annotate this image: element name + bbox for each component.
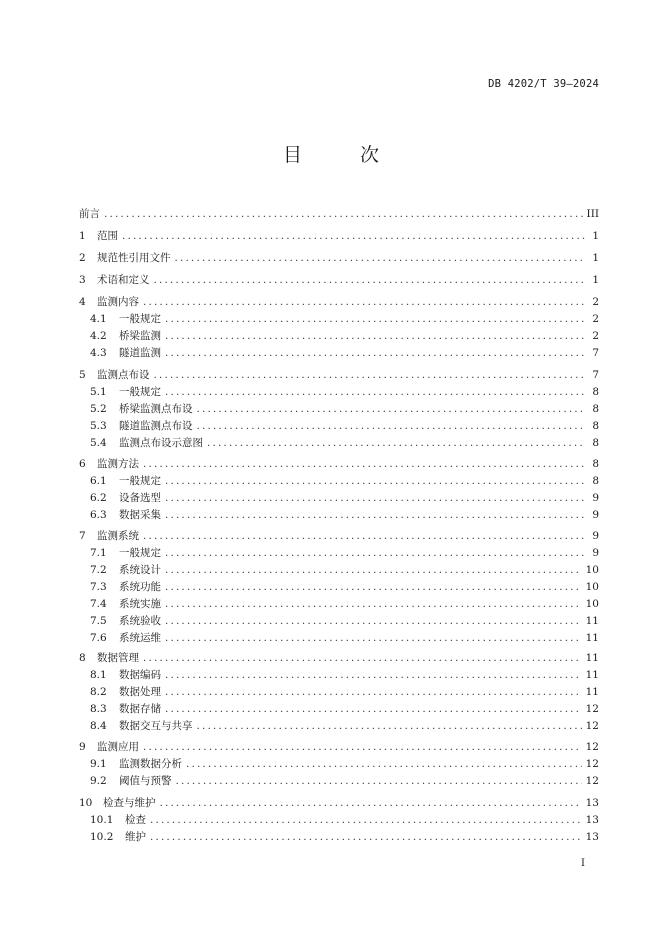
toc-entry-page: 12 xyxy=(585,703,599,715)
toc-entry-page: 8 xyxy=(592,386,599,398)
toc-entry-page: 10 xyxy=(585,598,599,610)
toc-entry-page: 13 xyxy=(585,831,599,843)
toc-entry-label: 系统功能 xyxy=(119,581,161,593)
toc-leader-dots xyxy=(165,581,582,593)
toc-leader-dots xyxy=(165,475,585,487)
toc-entry[interactable] xyxy=(79,797,599,809)
toc-entry-number: 5.1 xyxy=(90,386,107,398)
toc-entry-page: 1 xyxy=(592,230,599,242)
toc-entry-number: 9 xyxy=(79,741,86,753)
document-code: DB 4202/T 39—2024 xyxy=(488,78,599,90)
toc-entry-number: 8 xyxy=(79,652,86,664)
toc-entry-label: 监测数据分析 xyxy=(119,758,182,770)
toc-entry-page: 7 xyxy=(592,347,599,359)
toc-entry-number: 1 xyxy=(79,230,86,242)
toc-entry[interactable] xyxy=(79,530,599,542)
toc-entry-number: 5.3 xyxy=(90,420,107,432)
toc-entry-number: 6 xyxy=(79,458,86,470)
page-number: I xyxy=(581,858,585,869)
toc-entry-page: 8 xyxy=(592,420,599,432)
toc-entry-page: 12 xyxy=(585,720,599,732)
toc-entry[interactable] xyxy=(79,208,599,220)
toc-entry-page: 7 xyxy=(592,369,599,381)
toc-entry-number: 6.3 xyxy=(90,509,107,521)
toc-entry-number: 4 xyxy=(79,296,86,308)
toc-entry[interactable] xyxy=(79,547,599,559)
toc-entry-page: 9 xyxy=(592,492,599,504)
toc-entry-page: 10 xyxy=(585,581,599,593)
toc-entry-page: 8 xyxy=(592,475,599,487)
toc-leader-dots xyxy=(165,598,582,610)
toc-entry[interactable] xyxy=(79,741,599,753)
toc-entry-page: 2 xyxy=(592,296,599,308)
toc-entry-label: 规范性引用文件 xyxy=(97,252,171,264)
toc-leader-dots xyxy=(165,330,585,342)
toc-entry[interactable] xyxy=(79,652,599,664)
toc-entry-number: 7.5 xyxy=(90,615,107,627)
toc-leader-dots xyxy=(165,632,582,644)
toc-leader-dots xyxy=(165,615,582,627)
toc-entry[interactable] xyxy=(79,598,599,610)
toc-entry[interactable] xyxy=(79,615,599,627)
toc-entry-number: 5.4 xyxy=(90,437,107,449)
toc-entry[interactable] xyxy=(79,420,599,432)
toc-leader-dots xyxy=(143,652,582,664)
toc-entry-page: 2 xyxy=(592,313,599,325)
toc-entry-number: 10.1 xyxy=(90,814,114,826)
toc-leader-dots xyxy=(154,274,586,286)
toc-entry-label: 一般规定 xyxy=(119,386,161,398)
toc-entry-page: 1 xyxy=(592,252,599,264)
toc-entry-label: 监测点布设 xyxy=(97,369,150,381)
toc-entry-number: 8.3 xyxy=(90,703,107,715)
toc-entry-page: 12 xyxy=(585,775,599,787)
toc-entry-page: 11 xyxy=(585,686,599,698)
toc-entry-label: 监测内容 xyxy=(97,296,139,308)
toc-entry-page: 2 xyxy=(592,330,599,342)
toc-entry-label: 检查 xyxy=(125,814,146,826)
toc-leader-dots xyxy=(165,703,582,715)
toc-entry-number: 6.1 xyxy=(90,475,107,487)
toc-entry-number: 7.1 xyxy=(90,547,107,559)
toc-entry[interactable] xyxy=(79,720,599,732)
toc-entry-number: 7 xyxy=(79,530,86,542)
toc-leader-dots xyxy=(165,313,585,325)
toc-entry-number: 2 xyxy=(79,252,86,264)
toc-entry-page: 8 xyxy=(592,403,599,415)
toc-entry-label: 数据处理 xyxy=(119,686,161,698)
toc-entry[interactable] xyxy=(79,274,599,286)
toc-entry-label: 监测方法 xyxy=(97,458,139,470)
toc-entry[interactable] xyxy=(79,632,599,644)
toc-entry-page: III xyxy=(586,208,599,220)
toc-entry-number: 7.4 xyxy=(90,598,107,610)
toc-entry-label: 数据管理 xyxy=(97,652,139,664)
toc-leader-dots xyxy=(165,547,585,559)
toc-entry-number: 8.4 xyxy=(90,720,107,732)
toc-entry[interactable] xyxy=(79,831,599,843)
toc-entry[interactable] xyxy=(79,252,599,264)
toc-entry[interactable] xyxy=(79,564,599,576)
toc-leader-dots xyxy=(165,347,585,359)
toc-entry-label: 一般规定 xyxy=(119,313,161,325)
toc-leader-dots xyxy=(143,296,585,308)
toc-leader-dots xyxy=(197,420,586,432)
toc-entry-number: 4.3 xyxy=(90,347,107,359)
toc-entry[interactable] xyxy=(79,775,599,787)
toc-leader-dots xyxy=(143,530,585,542)
toc-entry[interactable] xyxy=(79,458,599,470)
toc-entry-label: 术语和定义 xyxy=(97,274,150,286)
toc-entry-label: 系统实施 xyxy=(119,598,161,610)
toc-entry-label: 阈值与预警 xyxy=(119,775,172,787)
toc-entry[interactable] xyxy=(79,296,599,308)
toc-leader-dots xyxy=(186,758,582,770)
toc-entry-number: 8.2 xyxy=(90,686,107,698)
toc-entry-label: 监测点布设示意图 xyxy=(119,437,203,449)
toc-entry-number: 7.6 xyxy=(90,632,107,644)
toc-entry[interactable] xyxy=(79,437,599,449)
toc-entry[interactable] xyxy=(79,386,599,398)
toc-entry-number: 9.2 xyxy=(90,775,107,787)
toc-entry[interactable] xyxy=(79,703,599,715)
toc-leader-dots xyxy=(176,775,582,787)
toc-entry-number: 5 xyxy=(79,369,86,381)
toc-entry-number: 6.2 xyxy=(90,492,107,504)
toc-entry-page: 1 xyxy=(592,274,599,286)
toc-entry-number: 10.2 xyxy=(90,831,114,843)
toc-entry-page: 11 xyxy=(585,615,599,627)
toc-entry-page: 13 xyxy=(585,797,599,809)
toc-leader-dots xyxy=(165,669,582,681)
toc-entry-label: 数据编码 xyxy=(119,669,161,681)
toc-entry-label: 桥梁监测点布设 xyxy=(119,403,193,415)
toc-entry-label: 一般规定 xyxy=(119,547,161,559)
toc-entry-page: 12 xyxy=(585,741,599,753)
toc-entry-label: 前言 xyxy=(79,208,100,220)
toc-entry-label: 监测应用 xyxy=(97,741,139,753)
toc-leader-dots xyxy=(197,403,586,415)
toc-entry[interactable] xyxy=(79,581,599,593)
toc-entry-page: 9 xyxy=(592,530,599,542)
toc-leader-dots xyxy=(165,564,582,576)
toc-entry[interactable] xyxy=(79,403,599,415)
toc-entry-label: 范围 xyxy=(97,230,118,242)
toc-leader-dots xyxy=(165,386,585,398)
toc-leader-dots xyxy=(165,492,585,504)
toc-entry-label: 数据存储 xyxy=(119,703,161,715)
toc-entry-label: 桥梁监测 xyxy=(119,330,161,342)
toc-entry[interactable] xyxy=(79,669,599,681)
toc-entry-label: 数据交互与共享 xyxy=(119,720,193,732)
toc-entry-label: 隧道监测点布设 xyxy=(119,420,193,432)
toc-entry-label: 数据采集 xyxy=(119,509,161,521)
toc-entry-number: 5.2 xyxy=(90,403,107,415)
toc-leader-dots xyxy=(175,252,586,264)
toc-entry-label: 系统运维 xyxy=(119,632,161,644)
toc-entry-label: 维护 xyxy=(125,831,146,843)
toc-entry[interactable] xyxy=(79,369,599,381)
toc-entry[interactable] xyxy=(79,313,599,325)
toc-leader-dots xyxy=(165,686,582,698)
toc-entry-page: 8 xyxy=(592,458,599,470)
toc-entry-page: 11 xyxy=(585,669,599,681)
toc-entry-number: 7.2 xyxy=(90,564,107,576)
toc-entry-label: 系统验收 xyxy=(119,615,161,627)
toc-entry-number: 4.2 xyxy=(90,330,107,342)
toc-entry-page: 12 xyxy=(585,758,599,770)
toc-leader-dots xyxy=(143,458,585,470)
toc-entry-number: 4.1 xyxy=(90,313,107,325)
toc-entry-number: 9.1 xyxy=(90,758,107,770)
toc-entry-page: 10 xyxy=(585,564,599,576)
toc-entry-page: 9 xyxy=(592,509,599,521)
toc-entry-label: 设备选型 xyxy=(119,492,161,504)
toc-entry[interactable] xyxy=(79,330,599,342)
toc-leader-dots xyxy=(104,208,583,220)
toc-entry[interactable] xyxy=(79,509,599,521)
toc-leader-dots xyxy=(122,230,585,242)
toc-leader-dots xyxy=(160,797,582,809)
toc-leader-dots xyxy=(143,741,582,753)
toc-leader-dots xyxy=(154,369,586,381)
toc-entry[interactable] xyxy=(79,686,599,698)
toc-entry-page: 11 xyxy=(585,632,599,644)
toc-entry-number: 10 xyxy=(79,797,93,809)
toc-entry-page: 9 xyxy=(592,547,599,559)
toc-entry-label: 系统设计 xyxy=(119,564,161,576)
toc-leader-dots xyxy=(207,437,585,449)
toc-entry-number: 3 xyxy=(79,274,86,286)
toc-entry-label: 监测系统 xyxy=(97,530,139,542)
toc-entry-number: 7.3 xyxy=(90,581,107,593)
toc-entry-page: 13 xyxy=(585,814,599,826)
toc-entry[interactable] xyxy=(79,230,599,242)
toc-leader-dots xyxy=(165,509,585,521)
toc-entry-number: 8.1 xyxy=(90,669,107,681)
toc-leader-dots xyxy=(197,720,582,732)
toc-leader-dots xyxy=(150,814,582,826)
toc-entry[interactable] xyxy=(79,758,599,770)
toc-entry[interactable] xyxy=(79,347,599,359)
toc-entry[interactable] xyxy=(79,492,599,504)
toc-entry-page: 8 xyxy=(592,437,599,449)
toc-entry[interactable] xyxy=(79,814,599,826)
toc-entry-label: 一般规定 xyxy=(119,475,161,487)
toc-leader-dots xyxy=(150,831,582,843)
page-title: 目 次 xyxy=(282,144,406,166)
toc-entry-label: 检查与维护 xyxy=(103,797,156,809)
toc-entry-page: 11 xyxy=(585,652,599,664)
toc-entry-label: 隧道监测 xyxy=(119,347,161,359)
toc-entry[interactable] xyxy=(79,475,599,487)
